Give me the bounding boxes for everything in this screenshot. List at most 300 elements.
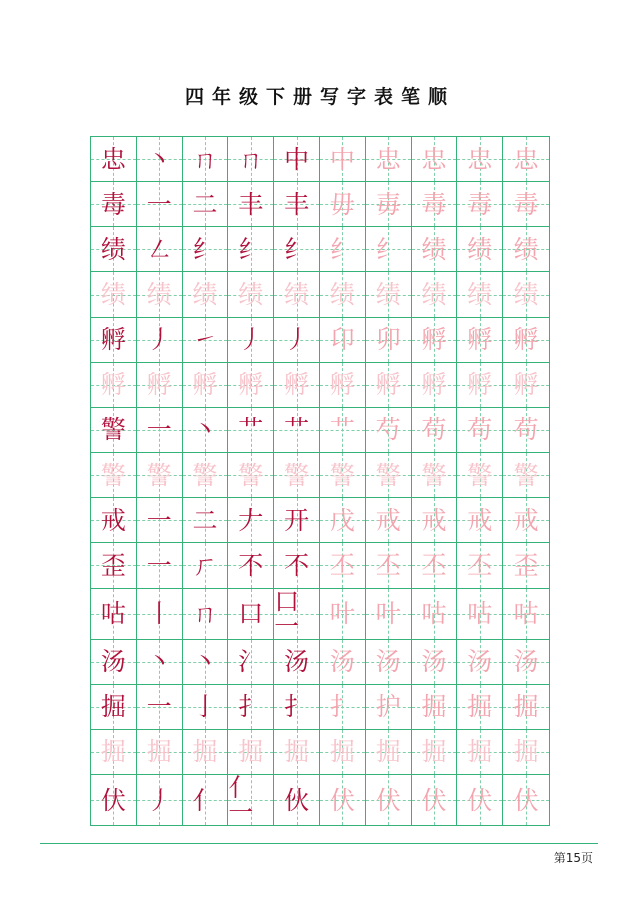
stroke-step-cell <box>320 589 366 640</box>
stroke-step-cell <box>137 453 183 498</box>
stroke-step-cell <box>457 685 503 730</box>
cell-glyph: 卬 <box>329 325 355 355</box>
cell-glyph: 掘 <box>100 737 126 767</box>
cell-glyph: 丰 <box>284 189 310 219</box>
cell-glyph: 毒 <box>421 189 447 219</box>
cell-glyph: 绩 <box>238 280 264 310</box>
cell-glyph: 警 <box>192 460 218 490</box>
cell-glyph: 艹 <box>238 415 264 445</box>
cell-glyph: 绩 <box>100 234 126 264</box>
cell-glyph: 汤 <box>284 647 310 677</box>
cell-glyph: 丕 <box>329 550 355 580</box>
cell-glyph: 绩 <box>192 280 218 310</box>
stroke-step-cell <box>503 589 549 640</box>
stroke-step-cell <box>228 182 274 227</box>
stroke-step-cell <box>366 685 412 730</box>
cell-glyph: 绩 <box>513 280 539 310</box>
cell-glyph: 孵 <box>238 370 264 400</box>
stroke-step-cell <box>320 318 366 363</box>
cell-glyph: 掘 <box>467 737 493 767</box>
stroke-step-cell <box>274 137 320 182</box>
page-title: 四年级下册写字表笔顺 <box>184 86 455 108</box>
cell-glyph: 丿 <box>284 325 310 355</box>
stroke-step-cell <box>183 408 229 453</box>
stroke-step-cell <box>137 589 183 640</box>
stroke-step-cell <box>274 318 320 363</box>
character-cell <box>91 137 137 182</box>
cell-glyph: 汤 <box>467 647 493 677</box>
stroke-step-cell <box>412 318 458 363</box>
stroke-step-cell <box>183 685 229 730</box>
cell-glyph: 警 <box>513 460 539 490</box>
stroke-step-cell <box>228 775 274 825</box>
stroke-step-cell <box>457 775 503 825</box>
stroke-order-grid <box>90 136 550 826</box>
stroke-step-cell <box>412 227 458 272</box>
stroke-step-cell <box>320 498 366 543</box>
cell-glyph: 丶 <box>192 415 218 445</box>
cell-glyph: 丕 <box>375 550 401 580</box>
cell-glyph: 苟 <box>513 415 539 445</box>
character-cell <box>91 543 137 588</box>
character-cell <box>91 640 137 685</box>
cell-glyph: 亻一 <box>228 773 254 827</box>
cell-glyph: 一 <box>146 550 172 580</box>
stroke-step-cell <box>183 543 229 588</box>
stroke-step-cell <box>366 498 412 543</box>
cell-glyph: 伏 <box>467 785 493 815</box>
stroke-step-cell <box>366 182 412 227</box>
stroke-step-cell <box>412 453 458 498</box>
cell-glyph: 一 <box>146 692 172 722</box>
cell-glyph: 氵 <box>238 647 264 677</box>
cell-glyph: 叶 <box>329 599 355 629</box>
cell-glyph: 忠 <box>100 144 126 174</box>
cell-glyph: 汤 <box>513 647 539 677</box>
stroke-step-cell <box>228 408 274 453</box>
stroke-step-cell <box>412 498 458 543</box>
cell-glyph: 纟 <box>192 234 218 264</box>
stroke-step-cell <box>183 227 229 272</box>
cell-glyph: 警 <box>146 460 172 490</box>
cell-glyph: 卯 <box>375 325 401 355</box>
cell-glyph: 孵 <box>284 370 310 400</box>
cell-glyph: 戊 <box>329 505 355 535</box>
stroke-step-cell <box>137 408 183 453</box>
stroke-step-cell <box>274 453 320 498</box>
cell-glyph: 警 <box>238 460 264 490</box>
cell-glyph: 伙 <box>284 785 310 815</box>
cell-glyph: 戒 <box>421 505 447 535</box>
cell-glyph: 戒 <box>100 505 126 535</box>
character-cell <box>91 589 137 640</box>
cell-glyph: 不 <box>238 550 264 580</box>
cell-glyph: 警 <box>100 460 126 490</box>
character-cell <box>91 408 137 453</box>
stroke-step-cell <box>503 453 549 498</box>
cell-glyph: 一 <box>146 415 172 445</box>
cell-glyph: 孵 <box>100 325 126 355</box>
stroke-step-cell <box>274 498 320 543</box>
cell-glyph: 绩 <box>421 280 447 310</box>
stroke-step-cell <box>457 227 503 272</box>
stroke-step-cell <box>412 543 458 588</box>
cell-glyph: 孵 <box>421 370 447 400</box>
stroke-step-cell <box>503 685 549 730</box>
stroke-step-cell <box>412 730 458 775</box>
stroke-step-cell <box>228 227 274 272</box>
cell-glyph: 丿 <box>146 325 172 355</box>
stroke-step-cell <box>137 272 183 317</box>
cell-glyph: 孵 <box>375 370 401 400</box>
cell-glyph: 一 <box>146 189 172 219</box>
stroke-step-cell <box>320 543 366 588</box>
stroke-step-cell <box>137 730 183 775</box>
cell-glyph: 绩 <box>284 280 310 310</box>
cell-glyph: 开 <box>284 505 310 535</box>
stroke-step-cell <box>137 363 183 408</box>
stroke-step-cell <box>274 775 320 825</box>
cell-glyph: 毋 <box>329 189 355 219</box>
cell-glyph: 忠 <box>375 144 401 174</box>
cell-glyph: 绩 <box>329 280 355 310</box>
stroke-step-cell <box>137 775 183 825</box>
character-cell <box>91 363 137 408</box>
cell-glyph: 扌 <box>238 692 264 722</box>
cell-glyph: 警 <box>100 415 126 445</box>
stroke-step-cell <box>503 137 549 182</box>
cell-glyph: 绩 <box>100 280 126 310</box>
cell-glyph: 伏 <box>421 785 447 815</box>
character-cell <box>91 182 137 227</box>
stroke-step-cell <box>503 182 549 227</box>
cell-glyph: 扌 <box>284 692 310 722</box>
cell-glyph: 忠 <box>421 144 447 174</box>
stroke-step-cell <box>503 363 549 408</box>
cell-glyph: 咕 <box>421 599 447 629</box>
stroke-step-cell <box>228 543 274 588</box>
stroke-step-cell <box>412 640 458 685</box>
cell-glyph: 戒 <box>513 505 539 535</box>
stroke-step-cell <box>457 137 503 182</box>
cell-glyph: 苟 <box>421 415 447 445</box>
cell-glyph: 口 <box>238 599 264 629</box>
stroke-step-cell <box>274 730 320 775</box>
cell-glyph: 掘 <box>375 737 401 767</box>
cell-glyph: 𠂇 <box>238 505 264 535</box>
cell-glyph: 丕 <box>467 550 493 580</box>
cell-glyph: 歪 <box>100 550 126 580</box>
grid-body <box>91 137 549 825</box>
cell-glyph: ㄇ <box>192 599 218 629</box>
cell-glyph: 忠 <box>513 144 539 174</box>
stroke-step-cell <box>320 453 366 498</box>
stroke-step-cell <box>366 318 412 363</box>
stroke-step-cell <box>457 498 503 543</box>
cell-glyph: ㄏ <box>192 550 218 580</box>
stroke-step-cell <box>183 498 229 543</box>
stroke-step-cell <box>503 408 549 453</box>
stroke-step-cell <box>457 272 503 317</box>
stroke-step-cell <box>412 775 458 825</box>
stroke-step-cell <box>366 227 412 272</box>
character-cell <box>91 318 137 363</box>
cell-glyph: ㇀ <box>192 325 218 355</box>
stroke-step-cell <box>457 453 503 498</box>
stroke-step-cell <box>503 272 549 317</box>
cell-glyph: 掘 <box>421 692 447 722</box>
stroke-step-cell <box>137 640 183 685</box>
cell-glyph: 孵 <box>513 325 539 355</box>
cell-glyph: 孵 <box>100 370 126 400</box>
cell-glyph: 孵 <box>513 370 539 400</box>
stroke-step-cell <box>412 272 458 317</box>
cell-glyph: 警 <box>329 460 355 490</box>
cell-glyph: 掘 <box>513 737 539 767</box>
stroke-step-cell <box>228 730 274 775</box>
cell-glyph: ㄇ <box>238 144 264 174</box>
stroke-step-cell <box>137 543 183 588</box>
cell-glyph: 孵 <box>421 325 447 355</box>
cell-glyph: 伏 <box>513 785 539 815</box>
cell-glyph: 掘 <box>329 737 355 767</box>
stroke-step-cell <box>503 318 549 363</box>
stroke-step-cell <box>274 363 320 408</box>
cell-glyph: ㄇ <box>192 144 218 174</box>
cell-glyph: 亅 <box>192 692 218 722</box>
cell-glyph: 咕 <box>513 599 539 629</box>
stroke-step-cell <box>320 227 366 272</box>
cell-glyph: 绩 <box>467 280 493 310</box>
cell-glyph: 掘 <box>146 737 172 767</box>
cell-glyph: 一 <box>146 505 172 535</box>
cell-glyph: 丿 <box>238 325 264 355</box>
stroke-step-cell <box>457 363 503 408</box>
stroke-step-cell <box>503 730 549 775</box>
cell-glyph: 汤 <box>329 647 355 677</box>
cell-glyph: 掘 <box>513 692 539 722</box>
stroke-step-cell <box>274 272 320 317</box>
cell-glyph: 绩 <box>467 234 493 264</box>
stroke-step-cell <box>137 685 183 730</box>
stroke-step-cell <box>183 363 229 408</box>
stroke-step-cell <box>503 498 549 543</box>
cell-glyph: 汤 <box>375 647 401 677</box>
cell-glyph: 毒 <box>100 189 126 219</box>
cell-glyph: 苟 <box>467 415 493 445</box>
stroke-step-cell <box>457 408 503 453</box>
character-cell <box>91 272 137 317</box>
cell-glyph: 警 <box>467 460 493 490</box>
character-cell <box>91 227 137 272</box>
cell-glyph: 孵 <box>467 370 493 400</box>
cell-glyph: 孵 <box>192 370 218 400</box>
cell-glyph: 纟 <box>238 234 264 264</box>
stroke-step-cell <box>183 453 229 498</box>
stroke-step-cell <box>503 543 549 588</box>
stroke-step-cell <box>457 640 503 685</box>
cell-glyph: 不 <box>284 550 310 580</box>
cell-glyph: 护 <box>375 692 401 722</box>
cell-glyph: 掘 <box>284 737 310 767</box>
cell-glyph: 中 <box>329 144 355 174</box>
cell-glyph: 纟 <box>329 234 355 264</box>
cell-glyph: 纟 <box>375 234 401 264</box>
stroke-step-cell <box>228 453 274 498</box>
stroke-step-cell <box>366 589 412 640</box>
character-cell <box>91 685 137 730</box>
stroke-step-cell <box>137 318 183 363</box>
stroke-step-cell <box>274 227 320 272</box>
cell-glyph: ㇜ <box>146 234 172 264</box>
stroke-step-cell <box>183 272 229 317</box>
cell-glyph: 亻 <box>192 785 218 815</box>
cell-glyph: 丨 <box>146 599 172 629</box>
stroke-step-cell <box>274 586 320 641</box>
cell-glyph: 叶 <box>375 599 401 629</box>
stroke-step-cell <box>412 408 458 453</box>
cell-glyph: 二 <box>192 189 218 219</box>
stroke-step-cell <box>274 182 320 227</box>
stroke-step-cell <box>503 775 549 825</box>
cell-glyph: 丶 <box>192 647 218 677</box>
stroke-step-cell <box>457 543 503 588</box>
stroke-step-cell <box>320 640 366 685</box>
stroke-step-cell <box>503 227 549 272</box>
cell-glyph: 毐 <box>375 189 401 219</box>
stroke-step-cell <box>137 498 183 543</box>
cell-glyph: 二 <box>192 505 218 535</box>
stroke-step-cell <box>228 137 274 182</box>
cell-glyph: 毒 <box>513 189 539 219</box>
cell-glyph: 扌 <box>329 692 355 722</box>
character-cell <box>91 453 137 498</box>
cell-glyph: 掘 <box>467 692 493 722</box>
stroke-step-cell <box>366 730 412 775</box>
stroke-step-cell <box>320 363 366 408</box>
stroke-step-cell <box>457 318 503 363</box>
cell-glyph: 绩 <box>375 280 401 310</box>
stroke-step-cell <box>274 685 320 730</box>
cell-glyph: 警 <box>375 460 401 490</box>
cell-glyph: 孵 <box>329 370 355 400</box>
stroke-step-cell <box>320 137 366 182</box>
cell-glyph: 汤 <box>100 647 126 677</box>
cell-glyph: 警 <box>421 460 447 490</box>
stroke-step-cell <box>366 453 412 498</box>
cell-glyph: 孵 <box>146 370 172 400</box>
stroke-step-cell <box>366 272 412 317</box>
stroke-step-cell <box>274 543 320 588</box>
cell-glyph: 咕 <box>100 599 126 629</box>
cell-glyph: 伏 <box>375 785 401 815</box>
stroke-step-cell <box>366 408 412 453</box>
stroke-step-cell <box>366 137 412 182</box>
stroke-step-cell <box>274 408 320 453</box>
stroke-step-cell <box>228 685 274 730</box>
stroke-step-cell <box>137 137 183 182</box>
character-cell <box>91 730 137 775</box>
stroke-step-cell <box>320 408 366 453</box>
cell-glyph: 汤 <box>421 647 447 677</box>
stroke-step-cell <box>457 182 503 227</box>
cell-glyph: 中 <box>284 144 310 174</box>
character-cell <box>91 775 137 825</box>
cell-glyph: 绩 <box>146 280 172 310</box>
stroke-step-cell <box>412 589 458 640</box>
cell-glyph: 毒 <box>467 189 493 219</box>
cell-glyph: 纟 <box>284 234 310 264</box>
cell-glyph: 孵 <box>467 325 493 355</box>
stroke-step-cell <box>320 685 366 730</box>
stroke-step-cell <box>412 685 458 730</box>
stroke-step-cell <box>183 775 229 825</box>
stroke-step-cell <box>183 640 229 685</box>
cell-glyph: 忠 <box>467 144 493 174</box>
stroke-step-cell <box>412 363 458 408</box>
stroke-step-cell <box>228 640 274 685</box>
cell-glyph: 绩 <box>421 234 447 264</box>
stroke-step-cell <box>320 272 366 317</box>
stroke-step-cell <box>228 498 274 543</box>
cell-glyph: 歪 <box>513 550 539 580</box>
cell-glyph: 掘 <box>238 737 264 767</box>
cell-glyph: 掘 <box>192 737 218 767</box>
stroke-step-cell <box>228 363 274 408</box>
stroke-step-cell <box>366 775 412 825</box>
stroke-step-cell <box>183 318 229 363</box>
cell-glyph: 口一 <box>274 586 300 641</box>
stroke-step-cell <box>503 640 549 685</box>
stroke-step-cell <box>274 640 320 685</box>
cell-glyph: 芍 <box>375 415 401 445</box>
cell-glyph: 伏 <box>329 785 355 815</box>
stroke-step-cell <box>366 640 412 685</box>
cell-glyph: 丿 <box>146 785 172 815</box>
cell-glyph: 艹 <box>329 415 355 445</box>
stroke-step-cell <box>412 182 458 227</box>
stroke-step-cell <box>183 137 229 182</box>
cell-glyph: 警 <box>284 460 310 490</box>
cell-glyph: 咕 <box>467 599 493 629</box>
character-cell <box>91 498 137 543</box>
cell-glyph: 绩 <box>513 234 539 264</box>
stroke-step-cell <box>228 589 274 640</box>
cell-glyph: 丕 <box>421 550 447 580</box>
stroke-step-cell <box>137 227 183 272</box>
cell-glyph: 伏 <box>100 785 126 815</box>
stroke-step-cell <box>457 589 503 640</box>
cell-glyph: 丰 <box>238 189 264 219</box>
footer-rule <box>40 843 598 844</box>
cell-glyph: 戒 <box>467 505 493 535</box>
stroke-step-cell <box>366 543 412 588</box>
stroke-step-cell <box>412 137 458 182</box>
cell-glyph: 戒 <box>375 505 401 535</box>
stroke-step-cell <box>137 182 183 227</box>
stroke-step-cell <box>366 363 412 408</box>
stroke-step-cell <box>320 182 366 227</box>
stroke-step-cell <box>320 730 366 775</box>
stroke-step-cell <box>228 272 274 317</box>
stroke-step-cell <box>457 730 503 775</box>
cell-glyph: 掘 <box>100 692 126 722</box>
cell-glyph: 丶 <box>146 144 172 174</box>
stroke-step-cell <box>183 589 229 640</box>
cell-glyph: 丶 <box>146 647 172 677</box>
page-number: 第15页 <box>553 851 593 865</box>
stroke-step-cell <box>320 775 366 825</box>
